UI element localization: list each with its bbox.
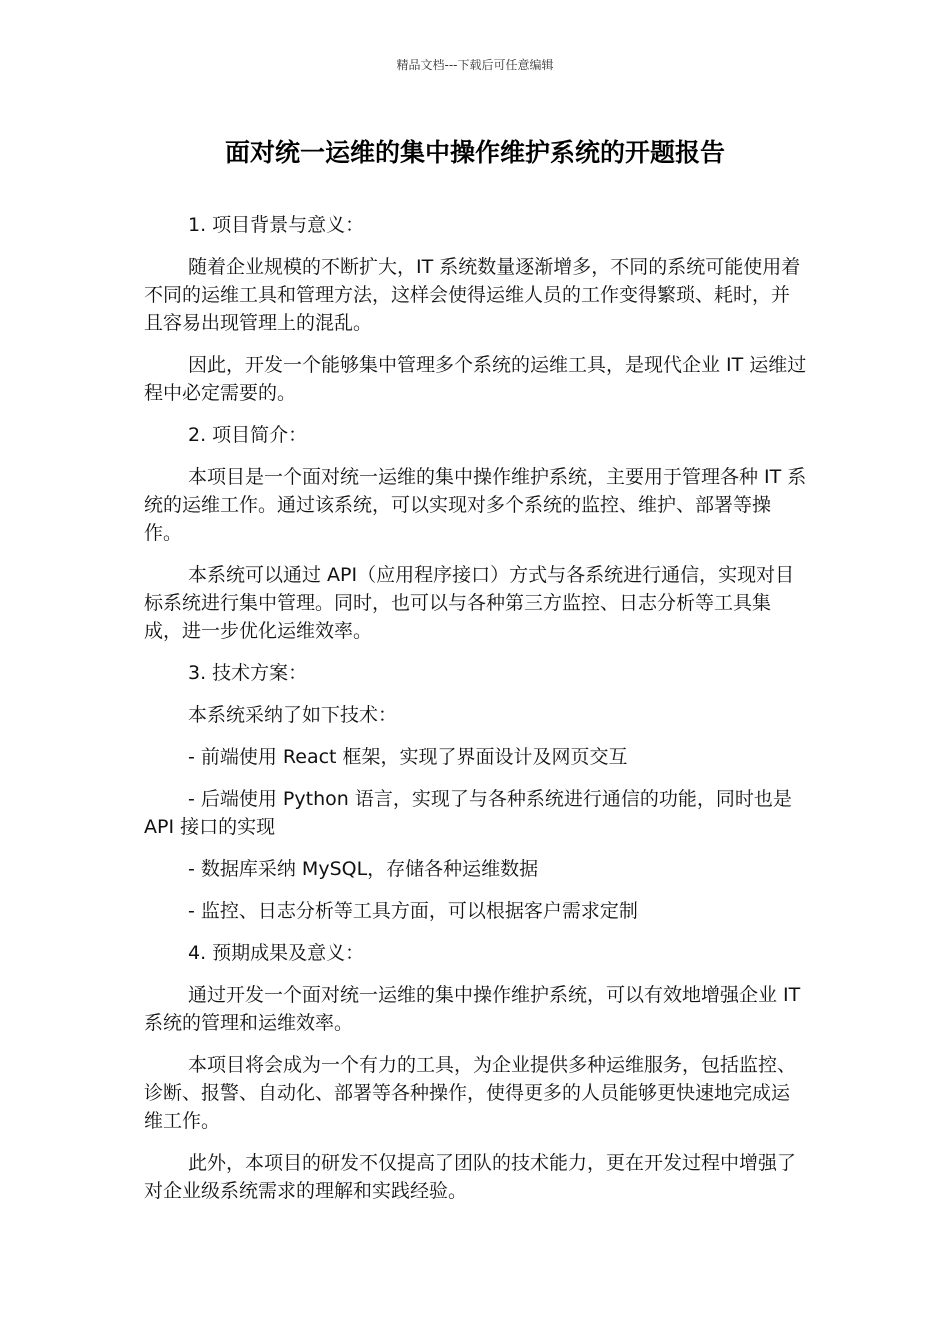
tech-item-monitoring: - 监控、日志分析等工具方面，可以根据客户需求定制 <box>188 900 638 922</box>
paragraph-outcome-3: 此外，本项目的研发不仅提高了团队的技术能力，更在开发过程中增强了对企业级系统需求的理解和实践经验。 <box>144 1152 797 1202</box>
section-heading-intro: 2. 项目简介： <box>188 424 308 446</box>
tech-item-backend: - 后端使用 Python 语言，实现了与各种系统进行通信的功能，同时也是 API 接口的实现 <box>144 788 792 838</box>
paragraph-background-1: 随着企业规模的不断扩大，IT 系统数量逐渐增多，不同的系统可能使用着不同的运维工具和管理方法，这样会使得运维人员的工作变得繁琐、耗时，并且容易出现管理上的混乱。 <box>144 256 801 334</box>
tech-item-frontend: - 前端使用 React 框架，实现了界面设计及网页交互 <box>188 746 628 768</box>
tech-item-database: - 数据库采纳 MySQL，存储各种运维数据 <box>188 858 539 880</box>
paragraph-intro-1: 本项目是一个面对统一运维的集中操作维护系统，主要用于管理各种 IT 系统的运维工作。通过该系统，可以实现对多个系统的监控、维护、部署等操作。 <box>144 466 807 544</box>
document-title: 面对统一运维的集中操作维护系统的开题报告 <box>224 138 725 167</box>
paragraph-background-2: 因此，开发一个能够集中管理多个系统的运维工具，是现代企业 IT 运维过程中必定需要的。 <box>144 354 807 404</box>
paragraph-tech-lead: 本系统采纳了如下技术： <box>188 704 398 726</box>
document-body <box>144 211 808 1219</box>
paragraph-intro-2: 本系统可以通过 API（应用程序接口）方式与各系统进行通信，实现对目标系统进行集中管理。同时，也可以与各种第三方监控、日志分析等工具集成，进一步优化运维效率。 <box>144 564 795 642</box>
section-heading-background: 1. 项目背景与意义： <box>188 214 365 236</box>
paragraph-outcome-2: 本项目将会成为一个有力的工具，为企业提供多种运维服务，包括监控、诊断、报警、自动化、部署等各种操作，使得更多的人员能够更快速地完成运维工作。 <box>144 1054 797 1132</box>
paragraph-outcome-1: 通过开发一个面对统一运维的集中操作维护系统，可以有效地增强企业 IT 系统的管理和运维效率。 <box>144 984 801 1034</box>
section-heading-tech: 3. 技术方案： <box>188 662 308 684</box>
header-note: 精品文档---下载后可任意编辑 <box>396 58 554 72</box>
section-heading-outcome: 4. 预期成果及意义： <box>188 942 365 964</box>
